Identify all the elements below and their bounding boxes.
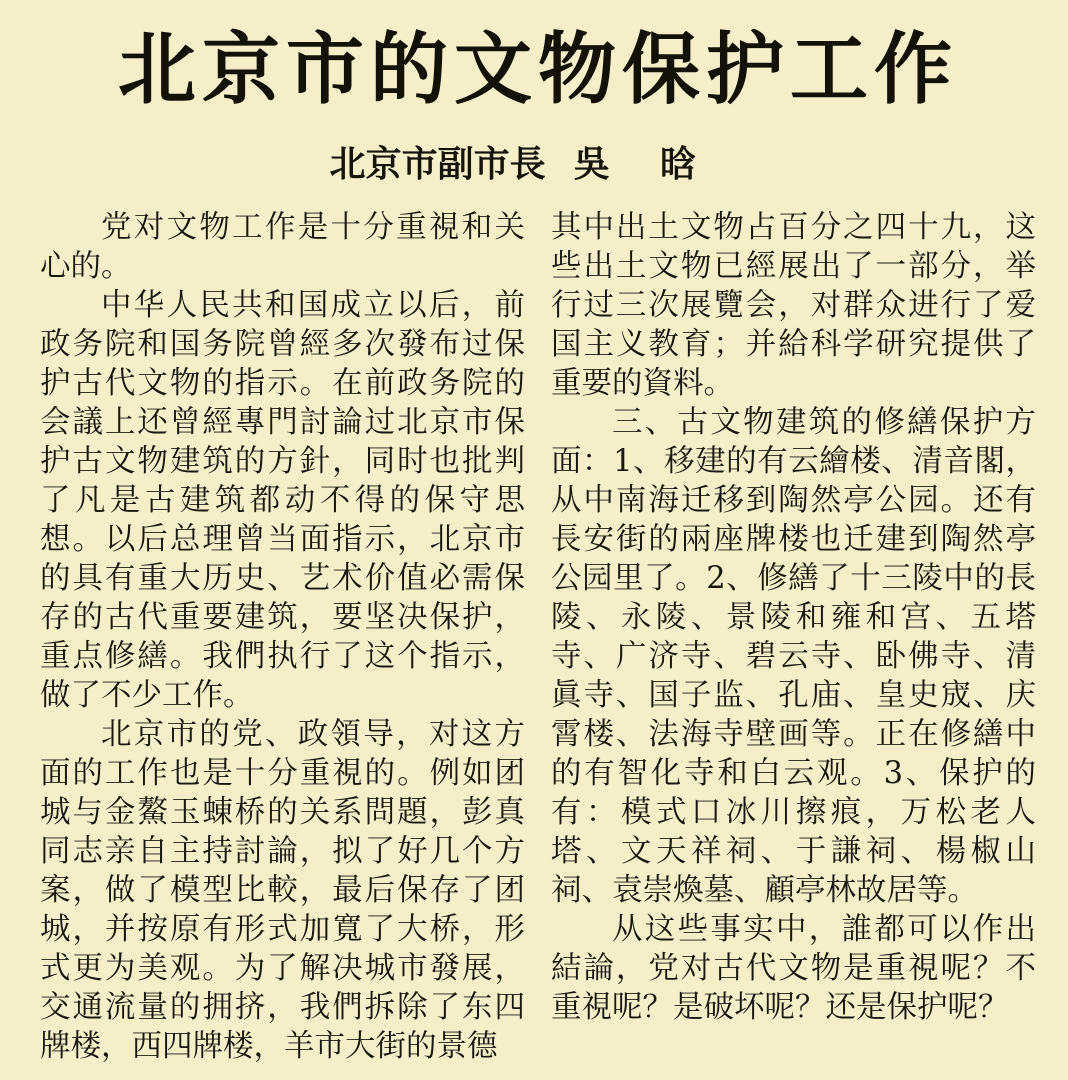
article-paragraph: 中华人民共和国成立以后，前政务院和国务院曾經多次發布过保护古代文物的指示。在前政务院的会議上还曾經專門討論过北京市保护古文物建筑的方針，同时也批判了凡是古建筑都动不得的保守思想。以后总理曾当面指示，北京市的具有重大历史、艺术价值必需保存的古代重要建筑，要坚决保护，重点修繕。我們执行了这个指示，做了不少工作。: [40, 288, 525, 713]
author-position: 北京市副市長: [329, 144, 546, 185]
right-column: [551, 208, 1036, 1068]
article-body: [40, 208, 1036, 1068]
article-paragraph: 三、古文物建筑的修繕保护方面：1、移建的有云繪楼、清音閣，从中南海迁移到陶然亭公园。还有長安街的兩座牌楼也迁建到陶然亭公园里了。2、修繕了十三陵中的長陵、永陵、景陵和雍和宫、五塔寺、广济寺、碧云寺、卧佛寺、清眞寺、国子监、孔庙、皇史宬、庆霄楼、法海寺壁画等。正在修繕中的有智化寺和白云观。3、保护的有：模式口冰川擦痕，万松老人塔、文天祥祠、于謙祠、楊椒山祠、袁崇煥墓、顧亭林故居等。: [551, 405, 1036, 908]
article-paragraph: 党对文物工作是十分重視和关心的。: [40, 210, 525, 284]
article-paragraph: 其中出土文物占百分之四十九，这些出土文物已經展出了一部分，举行过三次展覽会，对群众进行了爱国主义教育；并給科学研究提供了重要的資料。: [551, 210, 1036, 401]
article-headline: 北京市的文物保护工作: [117, 25, 958, 115]
article-byline: [40, 142, 1036, 190]
article-paragraph: 从这些事实中，誰都可以作出結論，党对古代文物是重視呢？不重視呢？是破坏呢？还是保护呢？: [551, 912, 1036, 1025]
article-paragraph: 北京市的党、政領导，对这方面的工作也是十分重視的。例如团城与金鰲玉蝀桥的关系問題，彭真同志亲自主持討論，拟了好几个方案，做了模型比較，最后保存了团城，并按原有形式加寬了大桥，形式更为美观。为了解决城市發展，交通流量的拥挤，我們拆除了东四牌楼，西四牌楼，羊市大街的景德: [40, 717, 525, 1064]
left-column: [40, 208, 525, 1068]
author-name: 吳晗: [573, 143, 747, 185]
